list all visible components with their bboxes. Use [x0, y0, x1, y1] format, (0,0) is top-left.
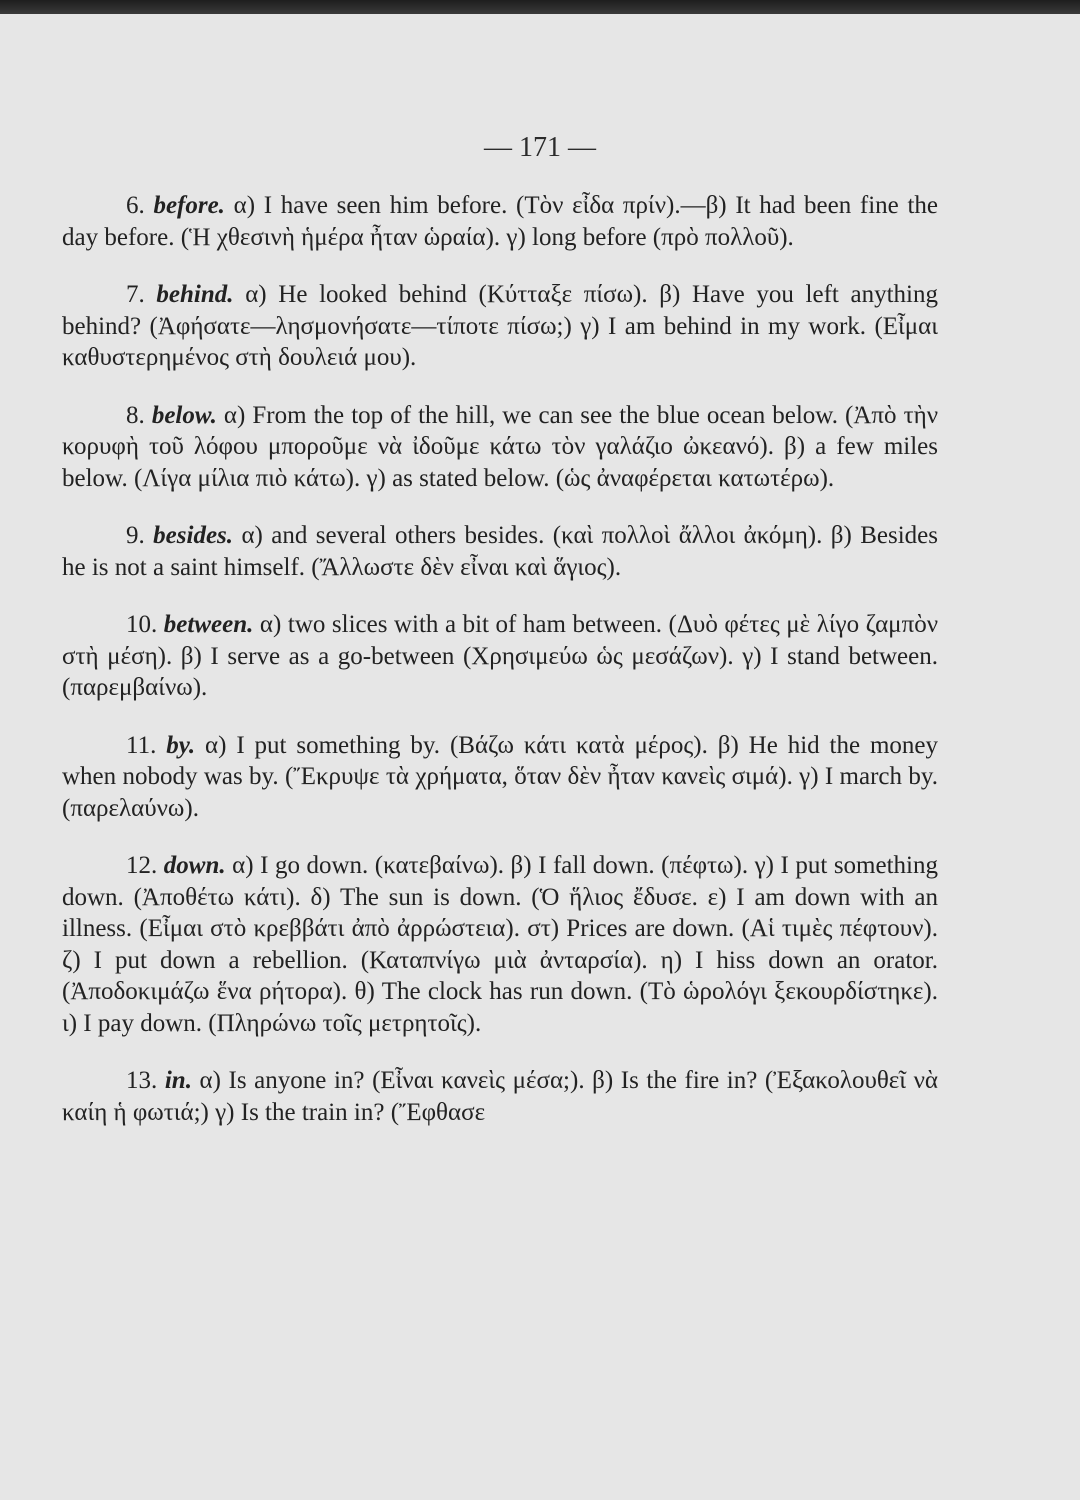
- entry-in: [62, 1065, 938, 1128]
- scan-top-border: [0, 0, 1080, 14]
- entry-headword: between.: [163, 611, 254, 638]
- page-number: — 171 —: [484, 132, 596, 163]
- entry-headword: in.: [164, 1067, 192, 1094]
- entry-body: α) He looked behind (Κύτταξε πίσω). β) Have you left anything behind? (Ἀφήσατε—λησμονήσατε—τίποτε πίσω;) γ) I am behind in my work. (Εἶμαι καθυστερημένος στὴ δουλειά μου).: [62, 281, 939, 371]
- entry-headword: before.: [153, 192, 225, 219]
- entry-body: α) two slices with a bit of ham between. (Δυὸ φέτες μὲ λίγο ζαμπὸν στὴ μέση). β) I serve as a go-between (Χρησιμεύω ὡς μεσάζων). γ) I stand between. (παρεμβαίνω).: [62, 611, 938, 701]
- entry-between: [62, 609, 938, 704]
- entry-body: α) I put something by. (Βάζω κάτι κατὰ μέρος). β) He hid the money when nobody was by. (Ἔκρυψε τὰ χρήματα, ὅταν δὲν ἦταν κανεὶς σιμά). γ) I march by. (παρελαύνω).: [62, 731, 938, 822]
- entry-behind: [62, 279, 938, 374]
- entry-headword: below.: [151, 401, 217, 429]
- entry-number: 11.: [126, 731, 157, 759]
- entry-headword: besides.: [153, 522, 234, 549]
- entry-body: α) From the top of the hill, we can see the blue ocean below. (Ἀπὸ τὴν κορυφὴ τοῦ λόφου μποροῦμε νὰ ἰδοῦμε κάτω τὸν γαλάζιο ὠκεανό). β) a few miles below. (Λίγα μίλια πιὸ κάτω). γ) as stated below. (ὡς ἀναφέρεται κατωτέρω).: [62, 401, 939, 492]
- entry-headword: behind.: [156, 281, 234, 308]
- entry-number: 12.: [126, 852, 158, 879]
- entry-number: 9.: [126, 522, 145, 549]
- dictionary-text: [62, 190, 938, 1154]
- entry-number: 13.: [126, 1067, 158, 1094]
- entry-body: α) Is anyone in? (Εἶναι κανεὶς μέσα;). β) Is the fire in? (Ἐξακολουθεῖ νὰ καίη ἡ φωτιά;) γ) Is the train in? (Ἔφθασε: [62, 1067, 939, 1126]
- entry-number: 7.: [126, 281, 145, 308]
- entry-before: [62, 190, 938, 253]
- entry-number: 8.: [126, 401, 145, 429]
- book-page: [0, 14, 1080, 1500]
- entry-number: 10.: [126, 611, 158, 638]
- entry-number: 6.: [126, 192, 145, 219]
- entry-body: α) I have seen him before. (Τὸν εἶδα πρίν).—β) It had been fine the day before. (Ἡ χθεσινὴ ἡμέρα ἦταν ὡραία). γ) long before (πρὸ πολλοῦ).: [62, 192, 938, 251]
- entry-besides: [62, 520, 938, 583]
- entry-headword: down.: [163, 852, 226, 879]
- entry-down: [62, 850, 938, 1039]
- entry-below: [62, 400, 938, 495]
- entry-body: α) I go down. (κατεβαίνω). β) I fall down. (πέφτω). γ) I put something down. (Ἀποθέτω κάτι). δ) The sun is down. (Ὁ ἥλιος ἔδυσε. ε) I am down with an illness. (Εἶμαι στὸ κρεββάτι ἀπὸ ἀρρώστεια). στ) Prices are down. (Αἱ τιμὲς πέφτουν). ζ) I put down a rebellion. (Καταπνίγω μιὰ ἀνταρσία). η) I hiss down an orator. (Ἀποδοκιμάζω ἕνα ρήτορα). θ) The clock has run down. (Τὸ ὡρολόγι ξεκουρδίστηκε). ι) I pay down. (Πληρώνω τοῖς μετρητοῖς).: [62, 852, 938, 1037]
- entry-by: [62, 730, 938, 825]
- entry-body: α) and several others besides. (καὶ πολλοὶ ἄλλοι ἀκόμη). β) Besides he is not a saint himself. (Ἄλλωστε δὲν εἶναι καὶ ἅγιος).: [62, 522, 939, 581]
- entry-headword: by.: [166, 731, 196, 759]
